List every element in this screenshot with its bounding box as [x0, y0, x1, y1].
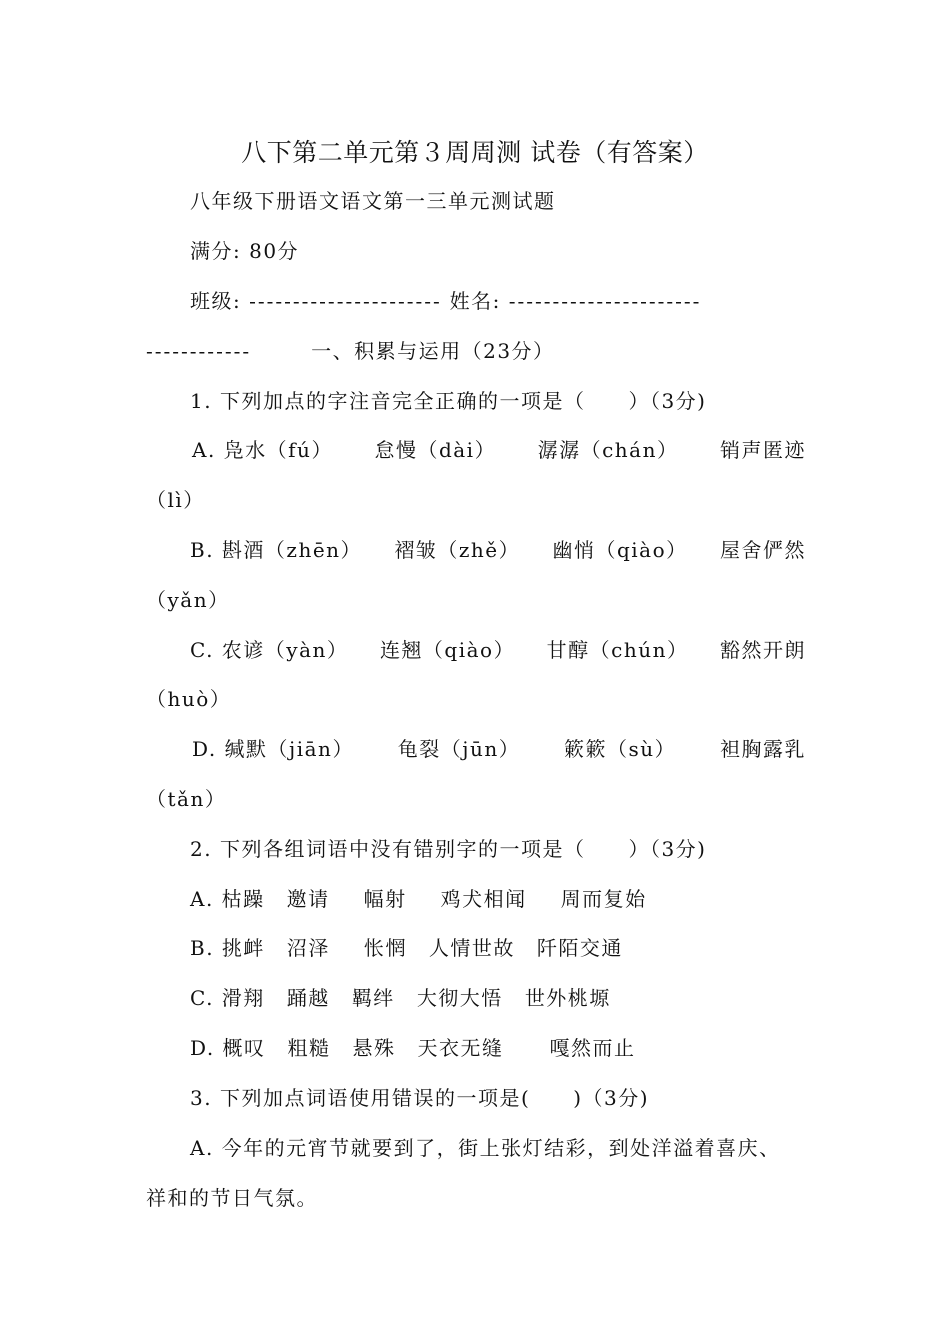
question-1-option-d-continued: （tǎn）	[146, 787, 227, 811]
option-text: 悬殊	[352, 1036, 396, 1060]
option-text: 周而复始	[560, 887, 647, 911]
question-2-option-a	[190, 886, 647, 912]
option-text: 簌簌（sù）	[564, 737, 677, 761]
option-text: 邀请	[286, 887, 330, 911]
option-text: 大彻大悟	[416, 986, 503, 1010]
option-text: 鸡犬相闻	[440, 887, 527, 911]
full-score: 满分: 80分	[190, 239, 300, 263]
question-2-option-b	[190, 935, 623, 961]
option-text: 沼泽	[286, 936, 330, 960]
option-text: 嘎然而止	[549, 1036, 636, 1060]
option-text: 褶皱（zhě）	[394, 538, 521, 562]
class-label: 班级:	[190, 289, 242, 313]
option-text: 销声匿迹	[719, 438, 806, 462]
question-1-option-b-continued: （yǎn）	[146, 588, 230, 612]
option-text: C. 农谚（yàn）	[190, 638, 349, 662]
option-text: B. 挑衅	[190, 936, 265, 960]
class-blank[interactable]: ----------------------	[249, 289, 442, 313]
question-1-option-a	[192, 437, 806, 463]
name-blank-continued[interactable]: ------------	[146, 339, 252, 363]
question-2-option-c	[190, 985, 611, 1011]
option-text: 羁绊	[351, 986, 395, 1010]
option-text: 幅射	[363, 887, 407, 911]
option-text: 甘醇（chún）	[546, 638, 689, 662]
option-text: 连翘（qiào）	[379, 638, 516, 662]
option-text: 怠慢（dài）	[374, 438, 497, 462]
option-text: A. 枯躁	[190, 887, 265, 911]
question-1-option-d	[192, 736, 806, 762]
question-2-option-d	[190, 1035, 636, 1061]
question-1-option-c	[190, 637, 806, 663]
option-text: 龟裂（jūn）	[397, 737, 521, 761]
option-text: 世外桃塬	[524, 986, 611, 1010]
option-text: 人情世故	[428, 936, 515, 960]
option-text: 幽悄（qiào）	[552, 538, 688, 562]
option-text: 怅惘	[363, 936, 407, 960]
option-text: C. 滑翔	[190, 986, 265, 1010]
question-3-option-a-continued: 祥和的节日气氛。	[146, 1186, 318, 1210]
section-heading: 一、积累与运用（23分）	[311, 339, 555, 363]
option-text: D. 概叹	[190, 1036, 266, 1060]
option-text: 粗糙	[287, 1036, 331, 1060]
option-text: 袒胸露乳	[719, 737, 806, 761]
question-2-stem: 2. 下列各组词语中没有错别字的一项是（ ）（3分)	[190, 837, 707, 861]
option-text: A. 凫水（fú）	[192, 438, 333, 462]
question-3-option-a: A. 今年的元宵节就要到了，街上张灯结彩，到处洋溢着喜庆、	[190, 1136, 781, 1160]
option-text: 天衣无缝	[417, 1036, 504, 1060]
student-info-line	[190, 288, 701, 314]
option-text: B. 斟酒（zhēn）	[190, 538, 363, 562]
question-1-stem: 1. 下列加点的字注音完全正确的一项是（ ）（3分)	[190, 389, 707, 413]
option-text: 阡陌交通	[536, 936, 623, 960]
question-1-option-b	[190, 537, 806, 563]
name-label: 姓名:	[449, 289, 501, 313]
question-3-stem: 3. 下列加点词语使用错误的一项是( )（3分)	[190, 1086, 650, 1110]
document-title: 八下第二单元第３周周测 试卷（有答案）	[241, 138, 709, 167]
option-text: 豁然开朗	[719, 638, 806, 662]
option-text: 踊越	[286, 986, 330, 1010]
question-1-option-a-continued: （lì）	[146, 488, 205, 512]
option-text: 潺潺（chán）	[537, 438, 679, 462]
option-text: D. 缄默（jiān）	[192, 737, 354, 761]
subtitle: 八年级下册语文语文第一三单元测试题	[190, 189, 556, 213]
question-1-option-c-continued: （huò）	[146, 687, 232, 711]
name-blank[interactable]: ----------------------	[508, 289, 702, 313]
section-line	[146, 338, 555, 364]
option-text: 屋舍俨然	[719, 538, 806, 562]
